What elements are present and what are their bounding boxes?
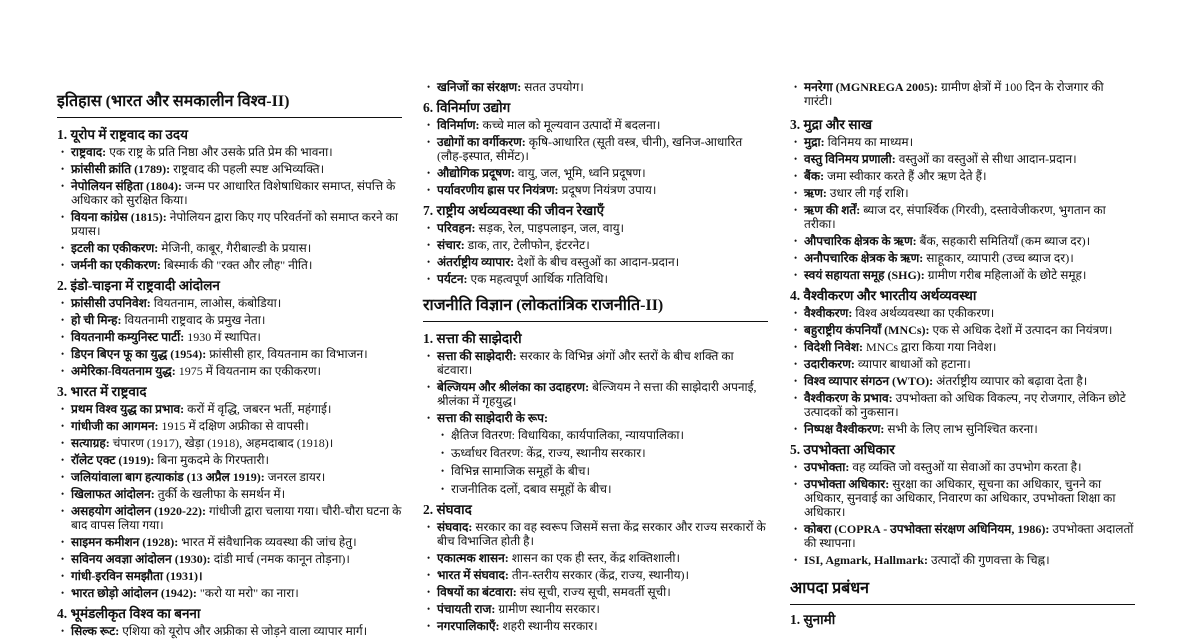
section-title-political-science: राजनीति विज्ञान (लोकतांत्रिक राजनीति-II)	[423, 296, 768, 322]
section-title-history: इतिहास (भारत और समकालीन विश्व-II)	[57, 92, 402, 118]
list-item: • अनौपचारिक क्षेत्रक के ऋण: साहूकार, व्यापारी (उच्च ब्याज दर)।	[790, 251, 1135, 265]
list-item: • खिलाफत आंदोलन: तुर्की के खलीफा के समर्थन में।	[57, 487, 402, 501]
list-item: • वस्तु विनिमय प्रणाली: वस्तुओं का वस्तुओं से सीधा आदान-प्रदान।	[790, 152, 1135, 166]
list-manufacturing	[423, 118, 768, 197]
heading-india-nationalism: 3. भारत में राष्ट्रवाद	[57, 384, 147, 399]
list-indochina	[57, 296, 402, 378]
list-item: • उदारीकरण: व्यापार बाधाओं को हटाना।	[790, 357, 1135, 371]
list-continued	[423, 80, 768, 94]
list-item: • औद्योगिक प्रदूषण: वायु, जल, भूमि, ध्वनि प्रदूषण।	[423, 166, 768, 180]
list-item: • वैश्वीकरण: विश्व अर्थव्यवस्था का एकीकरण।	[790, 306, 1135, 320]
list-item: • अमेरिका-वियतनाम युद्ध: 1975 में वियतनाम का एकीकरण।	[57, 364, 402, 378]
list-item: • बैंक: जमा स्वीकार करते हैं और ऋण देते हैं।	[790, 169, 1135, 183]
list-item: • औपचारिक क्षेत्रक के ऋण: बैंक, सहकारी समितियाँ (कम ब्याज दर)।	[790, 234, 1135, 248]
list-item: • डिएन बिएन फू का युद्ध (1954): फ्रांसीसी हार, वियतनाम का विभाजन।	[57, 347, 402, 361]
list-india-nationalism	[57, 402, 402, 600]
list-federalism	[423, 520, 768, 633]
list-item: • वियतनामी कम्युनिस्ट पार्टी: 1930 में स्थापित।	[57, 330, 402, 344]
heading-manufacturing: 6. विनिर्माण उद्योग	[423, 100, 511, 115]
heading-globalisation: 4. वैश्वीकरण और भारतीय अर्थव्यवस्था	[790, 288, 977, 303]
list-item: • फ्रांसीसी क्रांति (1789): राष्ट्रवाद की पहली स्पष्ट अभिव्यक्ति।	[57, 162, 402, 176]
list-item: • भारत में संघवाद: तीन-स्तरीय सरकार (केंद्र, राज्य, स्थानीय)।	[423, 568, 768, 582]
list-item: • जलियांवाला बाग हत्याकांड (13 अप्रैल 1919): जनरल डायर।	[57, 470, 402, 484]
list-item: • स्वयं सहायता समूह (SHG): ग्रामीण गरीब महिलाओं के छोटे समूह।	[790, 268, 1135, 282]
list-item: • सत्ता की साझेदारी के रूप: • क्षैतिज वितरण: विधायिका, कार्यपालिका, न्यायपालिका। • ऊर्ध्वाधर वितरण: केंद्र, राज्य, स्थानीय सरकार। • विभिन्न सामाजिक समूहों के बीच। • राजनीतिक दलों, दबाव समूहों के बीच।	[423, 411, 768, 496]
list-item: • ऋण: उधार ली गई राशि।	[790, 186, 1135, 200]
list-item: • सत्याग्रह: चंपारण (1917), खेड़ा (1918), अहमदाबाद (1918)।	[57, 436, 402, 450]
heading-globalised-world: 4. भूमंडलीकृत विश्व का बनना	[57, 606, 201, 621]
list-item: • सिल्क रूट: एशिया को यूरोप और अफ्रीका से जोड़ने वाला व्यापार मार्ग।	[57, 624, 402, 638]
list-item: • विनिर्माण: कच्चे माल को मूल्यवान उत्पादों में बदलना।	[423, 118, 768, 132]
list-continued	[790, 80, 1135, 108]
list-item: • बहुराष्ट्रीय कंपनियाँ (MNCs): एक से अधिक देशों में उत्पादन का नियंत्रण।	[790, 323, 1135, 337]
list-item: • इटली का एकीकरण: मेजिनी, काबूर, गैरीबाल्डी के प्रयास।	[57, 241, 402, 255]
heading-money-credit: 3. मुद्रा और साख	[790, 117, 872, 132]
list-consumer-rights	[790, 460, 1135, 567]
list-lifelines	[423, 221, 768, 286]
list-item: • उपभोक्ता अधिकार: सुरक्षा का अधिकार, सूचना का अधिकार, चुनने का अधिकार, सुनवाई का अधिकार, निवारण का अधिकार, उपभोक्ता शिक्षा का अधिकार।	[790, 477, 1135, 519]
list-europe-nationalism	[57, 145, 402, 272]
list-item: • भारत छोड़ो आंदोलन (1942): "करो या मरो" का नारा।	[57, 586, 402, 600]
list-item: • उद्योगों का वर्गीकरण: कृषि-आधारित (सूती वस्त्र, चीनी), खनिज-आधारित (लौह-इस्पात, सीमेंट)।	[423, 135, 768, 163]
list-item: • परिवहन: सड़क, रेल, पाइपलाइन, जल, वायु।	[423, 221, 768, 235]
heading-federalism: 2. संघवाद	[423, 502, 472, 517]
list-item: • नगरपालिकाएँ: शहरी स्थानीय सरकार।	[423, 619, 768, 633]
sub-list-item: • ऊर्ध्वाधर वितरण: केंद्र, राज्य, स्थानीय सरकार।	[423, 446, 768, 460]
list-item: • पंचायती राज: ग्रामीण स्थानीय सरकार।	[423, 602, 768, 616]
list-item: • नेपोलियन संहिता (1804): जन्म पर आधारित विशेषाधिकार समाप्त, संपत्ति के अधिकार को सुरक्षित किया।	[57, 179, 402, 207]
list-item: • पर्यटन: एक महत्वपूर्ण आर्थिक गतिविधि।	[423, 272, 768, 286]
list-item: • पर्यावरणीय ह्रास पर नियंत्रण: प्रदूषण नियंत्रण उपाय।	[423, 183, 768, 197]
list-item: • मनरेगा (MGNREGA 2005): ग्रामीण क्षेत्रों में 100 दिन के रोजगार की गारंटी।	[790, 80, 1135, 108]
list-item: • मुद्रा: विनिमय का माध्यम।	[790, 135, 1135, 149]
list-item: • खनिजों का संरक्षण: सतत उपयोग।	[423, 80, 768, 94]
list-item: • विषयों का बंटवारा: संघ सूची, राज्य सूची, समवर्ती सूची।	[423, 585, 768, 599]
list-item: • फ्रांसीसी उपनिवेश: वियतनाम, लाओस, कंबोडिया।	[57, 296, 402, 310]
list-item: • राष्ट्रवाद: एक राष्ट्र के प्रति निष्ठा और उसके प्रति प्रेम की भावना।	[57, 145, 402, 159]
list-item: • अंतर्राष्ट्रीय व्यापार: देशों के बीच वस्तुओं का आदान-प्रदान।	[423, 255, 768, 269]
sublist-power-sharing-forms	[423, 428, 768, 496]
list-money-credit	[790, 135, 1135, 282]
list-item: • हो ची मिन्ह: वियतनामी राष्ट्रवाद के प्रमुख नेता।	[57, 313, 402, 327]
list-item: • वैश्वीकरण के प्रभाव: उपभोक्ता को अधिक विकल्प, नए रोजगार, लेकिन छोटे उत्पादकों को नुकसान।	[790, 391, 1135, 419]
list-globalisation	[790, 306, 1135, 436]
list-power-sharing	[423, 349, 768, 496]
list-item: • संघवाद: सरकार का वह स्वरूप जिसमें सत्ता केंद्र सरकार और राज्य सरकारों के बीच विभाजित होती है।	[423, 520, 768, 548]
list-item: • सविनय अवज्ञा आंदोलन (1930): दांडी मार्च (नमक कानून तोड़ना)।	[57, 552, 402, 566]
list-item: • गांधी-इरविन समझौता (1931)।	[57, 569, 402, 583]
list-item: • वियना कांग्रेस (1815): नेपोलियन द्वारा किए गए परिवर्तनों को समाप्त करने का प्रयास।	[57, 210, 402, 238]
list-item: • कोबरा (COPRA - उपभोक्ता संरक्षण अधिनियम, 1986): उपभोक्ता अदालतों की स्थापना।	[790, 522, 1135, 550]
heading-tsunami: 1. सुनामी	[790, 612, 836, 627]
list-item: • रॉलेट एक्ट (1919): बिना मुकदमे के गिरफ्तारी।	[57, 453, 402, 467]
section-title-disaster-management: आपदा प्रबंधन	[790, 579, 1135, 605]
list-item: • निष्पक्ष वैश्वीकरण: सभी के लिए लाभ सुनिश्चित करना।	[790, 422, 1135, 436]
list-item: • साइमन कमीशन (1928): भारत में संवैधानिक व्यवस्था की जांच हेतु।	[57, 535, 402, 549]
list-globalised-world	[57, 624, 402, 638]
column-history	[57, 92, 402, 641]
heading-indochina: 2. इंडो-चाइना में राष्ट्रवादी आंदोलन	[57, 278, 220, 293]
list-item: • सत्ता की साझेदारी: सरकार के विभिन्न अंगों और स्तरों के बीच शक्ति का बंटवारा।	[423, 349, 768, 377]
heading-power-sharing: 1. सत्ता की साझेदारी	[423, 331, 522, 346]
list-item: • गांधीजी का आगमन: 1915 में दक्षिण अफ्रीका से वापसी।	[57, 419, 402, 433]
list-item: • बेल्जियम और श्रीलंका का उदाहरण: बेल्जियम ने सत्ता की साझेदारी अपनाई, श्रीलंका में गृहयुद्ध।	[423, 380, 768, 408]
column-geography-politics	[423, 80, 768, 636]
list-item: • संचार: डाक, तार, टेलीफोन, इंटरनेट।	[423, 238, 768, 252]
list-item: • विदेशी निवेश: MNCs द्वारा किया गया निवेश।	[790, 340, 1135, 354]
list-item: • उपभोक्ता: वह व्यक्ति जो वस्तुओं या सेवाओं का उपभोग करता है।	[790, 460, 1135, 474]
sub-list-item: • क्षैतिज वितरण: विधायिका, कार्यपालिका, न्यायपालिका।	[423, 428, 768, 442]
list-item: • जर्मनी का एकीकरण: बिस्मार्क की "रक्त और लौह" नीति।	[57, 258, 402, 272]
column-economics	[790, 80, 1135, 630]
list-item: • ISI, Agmark, Hallmark: उत्पादों की गुणवत्ता के चिह्न।	[790, 553, 1135, 567]
heading-europe-nationalism: 1. यूरोप में राष्ट्रवाद का उदय	[57, 127, 188, 142]
list-item: • असहयोग आंदोलन (1920-22): गांधीजी द्वारा चलाया गया। चौरी-चौरा घटना के बाद वापस लिया गया।	[57, 504, 402, 532]
sub-list-item: • विभिन्न सामाजिक समूहों के बीच।	[423, 464, 768, 478]
list-item: • ऋण की शर्तें: ब्याज दर, संपार्श्विक (गिरवी), दस्तावेजीकरण, भुगतान का तरीका।	[790, 203, 1135, 231]
sub-list-item: • राजनीतिक दलों, दबाव समूहों के बीच।	[423, 482, 768, 496]
heading-lifelines: 7. राष्ट्रीय अर्थव्यवस्था की जीवन रेखाएँ	[423, 203, 605, 218]
list-item: • विश्व व्यापार संगठन (WTO): अंतर्राष्ट्रीय व्यापार को बढ़ावा देता है।	[790, 374, 1135, 388]
heading-consumer-rights: 5. उपभोक्ता अधिकार	[790, 442, 895, 457]
list-item: • एकात्मक शासन: शासन का एक ही स्तर, केंद्र शक्तिशाली।	[423, 551, 768, 565]
list-item: • प्रथम विश्व युद्ध का प्रभाव: करों में वृद्धि, जबरन भर्ती, महंगाई।	[57, 402, 402, 416]
